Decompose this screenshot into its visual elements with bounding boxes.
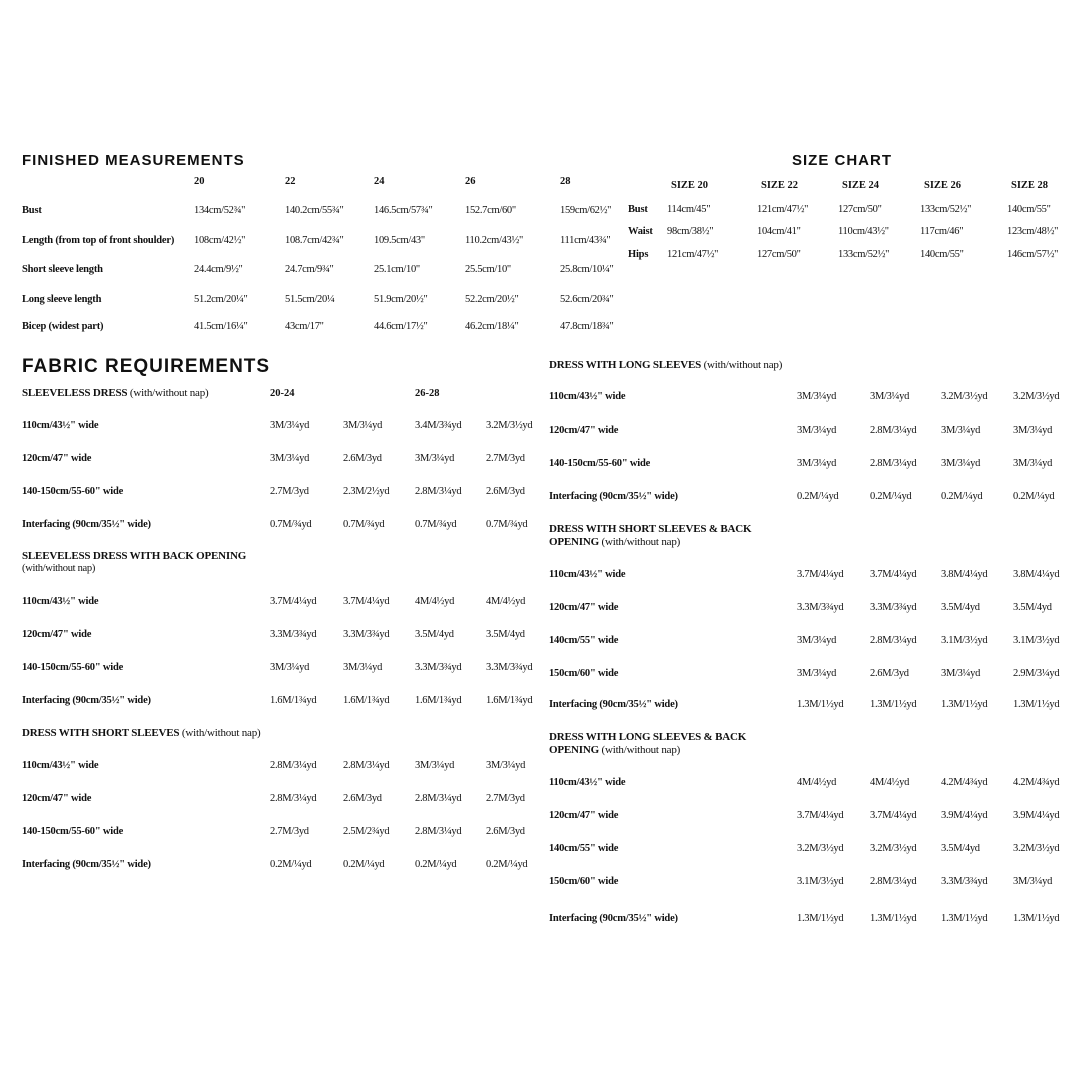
fabric-value: 3.2M/3½yd (1013, 391, 1060, 402)
fabric-value: 3.7M/4¼yd (797, 569, 844, 580)
fabric-value: 3M/3¼yd (797, 635, 837, 646)
fabric-section-name: DRESS WITH SHORT SLEEVES & BACK (549, 523, 752, 535)
finished-value: 110.2cm/43½" (465, 235, 524, 246)
size-chart-value: 110cm/43½" (838, 226, 889, 237)
fabric-value: 2.8M/3¼yd (870, 635, 917, 646)
fabric-row-label: 120cm/47" wide (549, 602, 619, 613)
fabric-row-label: Interfacing (90cm/35½" wide) (549, 913, 678, 924)
fabric-value: 0.7M/¾yd (270, 519, 312, 530)
fabric-value: 2.6M/3yd (486, 826, 525, 837)
fabric-value: 1.6M/1¾yd (343, 695, 390, 706)
finished-value: 51.2cm/20¼" (194, 294, 248, 305)
fabric-value: 4.2M/4¾yd (1013, 777, 1060, 788)
fabric-value: 3.3M/3¾yd (486, 662, 533, 673)
fabric-nap-note: (with/without nap) (601, 744, 681, 756)
fabric-row-label: 110cm/43½" wide (22, 760, 99, 771)
finished-value: 47.8cm/18¾" (560, 321, 614, 332)
finished-value: 108.7cm/42¾" (285, 235, 344, 246)
finished-size-header: 26 (465, 176, 476, 187)
fabric-value: 3M/3¼yd (343, 420, 383, 431)
fabric-section-title-line2 (549, 744, 680, 756)
fabric-value: 0.7M/¾yd (415, 519, 457, 530)
size-chart-value: 133cm/52½" (838, 249, 890, 260)
fabric-row-label: 140-150cm/55-60" wide (549, 458, 651, 469)
finished-value: 152.7cm/60" (465, 205, 516, 216)
fabric-nap-note: (with/without nap) (22, 563, 96, 574)
fabric-value: 3M/3¼yd (797, 391, 837, 402)
fabric-value: 0.2M/¼yd (415, 859, 457, 870)
finished-size-header: 24 (374, 176, 385, 187)
fabric-value: 0.2M/¼yd (941, 491, 983, 502)
finished-value: 134cm/52¾" (194, 205, 246, 216)
fabric-value: 0.2M/¼yd (1013, 491, 1055, 502)
fabric-value: 1.6M/1¾yd (270, 695, 317, 706)
fabric-requirements-title: FABRIC REQUIREMENTS (22, 356, 271, 377)
fabric-value: 3.3M/3¾yd (797, 602, 844, 613)
fabric-value: 2.9M/3¼yd (1013, 668, 1060, 679)
fabric-section-name: SLEEVELESS DRESS WITH BACK OPENING (22, 550, 247, 562)
fabric-value: 3.3M/3¾yd (870, 602, 917, 613)
fabric-value: 3.2M/3½yd (1013, 843, 1060, 854)
fabric-section-name-cont: OPENING (549, 744, 599, 756)
fabric-value: 1.3M/1½yd (797, 913, 844, 924)
fabric-value: 3.7M/4¼yd (343, 596, 390, 607)
size-chart-value: 121cm/47½" (667, 249, 719, 260)
fabric-value: 2.8M/3¼yd (270, 793, 317, 804)
fabric-value: 0.2M/¼yd (486, 859, 528, 870)
fabric-section-title (22, 727, 261, 739)
fabric-section-title-line2 (549, 536, 680, 548)
finished-row-label: Bicep (widest part) (22, 321, 104, 332)
fabric-value: 2.5M/2¾yd (343, 826, 390, 837)
fabric-value: 3M/3¼yd (486, 760, 526, 771)
size-chart-value: 123cm/48½" (1007, 226, 1059, 237)
fabric-value: 2.7M/3yd (486, 453, 525, 464)
fabric-value: 3M/3¼yd (1013, 458, 1053, 469)
fabric-value: 0.2M/¼yd (870, 491, 912, 502)
size-chart-value: 127cm/50" (757, 249, 801, 260)
finished-value: 43cm/17" (285, 321, 324, 332)
fabric-value: 3.2M/3½yd (486, 420, 533, 431)
fabric-value: 3.1M/3½yd (1013, 635, 1060, 646)
fabric-value: 4M/4½yd (486, 596, 526, 607)
fabric-value: 3.7M/4¼yd (870, 569, 917, 580)
fabric-section-name: DRESS WITH LONG SLEEVES & BACK (549, 731, 747, 743)
size-chart-value: 133cm/52½" (920, 204, 972, 215)
fabric-value: 1.3M/1½yd (797, 699, 844, 710)
finished-value: 51.5cm/20¼ (285, 294, 335, 305)
fabric-value: 2.7M/3yd (270, 486, 309, 497)
fabric-row-label: 120cm/47" wide (549, 425, 619, 436)
fabric-row-label: 140-150cm/55-60" wide (22, 662, 124, 673)
fabric-value: 3.1M/3½yd (941, 635, 988, 646)
finished-size-header: 28 (560, 176, 571, 187)
fabric-value: 3M/3¼yd (941, 668, 981, 679)
finished-value: 52.6cm/20¾" (560, 294, 614, 305)
size-chart-size-header: SIZE 28 (1011, 180, 1049, 191)
fabric-row-label: Interfacing (90cm/35½" wide) (22, 859, 151, 870)
finished-value: 108cm/42½" (194, 235, 246, 246)
fabric-value: 3M/3¼yd (941, 458, 981, 469)
fabric-section-title (549, 359, 782, 371)
fabric-row-label: 150cm/60" wide (549, 668, 619, 679)
fabric-nap-note: (with/without nap) (129, 387, 209, 399)
finished-value: 24.7cm/9¾" (285, 264, 334, 275)
fabric-value: 0.2M/¼yd (270, 859, 312, 870)
fabric-value: 1.6M/1¾yd (415, 695, 462, 706)
fabric-value: 0.7M/¾yd (343, 519, 385, 530)
size-chart-value: 121cm/47½" (757, 204, 809, 215)
size-chart-value: 127cm/50" (838, 204, 882, 215)
fabric-value: 1.3M/1½yd (870, 699, 917, 710)
size-chart-value: 104cm/41" (757, 226, 801, 237)
fabric-row-label: Interfacing (90cm/35½" wide) (22, 519, 151, 530)
finished-size-header: 20 (194, 176, 205, 187)
fabric-value: 3M/3¼yd (941, 425, 981, 436)
fabric-value: 2.3M/2½yd (343, 486, 390, 497)
fabric-value: 3M/3¼yd (1013, 876, 1053, 887)
fabric-row-label: Interfacing (90cm/35½" wide) (549, 491, 678, 502)
fabric-row-label: 140cm/55" wide (549, 635, 619, 646)
fabric-value: 3.1M/3½yd (797, 876, 844, 887)
size-chart-row-label: Waist (628, 226, 653, 237)
fabric-row-label: Interfacing (90cm/35½" wide) (22, 695, 151, 706)
fabric-value: 2.6M/3yd (343, 453, 382, 464)
fabric-value: 1.3M/1½yd (870, 913, 917, 924)
fabric-value: 0.2M/¼yd (343, 859, 385, 870)
fabric-value: 0.2M/¼yd (797, 491, 839, 502)
fabric-value: 2.8M/3¼yd (870, 458, 917, 469)
size-chart-size-header: SIZE 20 (671, 180, 709, 191)
fabric-row-label: Interfacing (90cm/35½" wide) (549, 699, 678, 710)
fabric-value: 3.2M/3½yd (797, 843, 844, 854)
finished-value: 44.6cm/17½" (374, 321, 428, 332)
fabric-row-label: 110cm/43½" wide (549, 391, 626, 402)
fabric-value: 3.5M/4yd (415, 629, 454, 640)
fabric-row-label: 120cm/47" wide (22, 453, 92, 464)
finished-size-header: 22 (285, 176, 296, 187)
fabric-row-label: 140-150cm/55-60" wide (22, 486, 124, 497)
size-chart-row-label: Bust (628, 204, 648, 215)
fabric-value: 2.8M/3¼yd (415, 826, 462, 837)
finished-row-label: Length (from top of front shoulder) (22, 235, 175, 246)
finished-value: 159cm/62½" (560, 205, 612, 216)
fabric-value: 3.5M/4yd (486, 629, 525, 640)
fabric-value: 2.6M/3yd (486, 486, 525, 497)
fabric-value: 3.7M/4¼yd (797, 810, 844, 821)
finished-value: 41.5cm/16¼" (194, 321, 248, 332)
fabric-section-name: SLEEVELESS DRESS (22, 387, 128, 399)
fabric-value: 1.3M/1½yd (941, 913, 988, 924)
fabric-value: 2.8M/3¼yd (270, 760, 317, 771)
finished-value: 140.2cm/55¾" (285, 205, 344, 216)
finished-value: 25.1cm/10" (374, 264, 420, 275)
fabric-section-name: DRESS WITH LONG SLEEVES (549, 359, 702, 371)
fabric-value: 3M/3¼yd (270, 453, 310, 464)
size-chart-size-header: SIZE 24 (842, 180, 880, 191)
fabric-value: 3M/3¼yd (415, 760, 455, 771)
finished-value: 24.4cm/9½" (194, 264, 243, 275)
finished-row-label: Long sleeve length (22, 294, 102, 305)
fabric-value: 2.8M/3¼yd (343, 760, 390, 771)
fabric-value: 3.3M/3¾yd (415, 662, 462, 673)
fabric-value: 2.7M/3yd (486, 793, 525, 804)
fabric-row-label: 140-150cm/55-60" wide (22, 826, 124, 837)
size-chart-value: 146cm/57½" (1007, 249, 1059, 260)
fabric-section-name: DRESS WITH SHORT SLEEVES (22, 727, 180, 739)
fabric-value: 3.5M/4yd (1013, 602, 1052, 613)
size-chart-value: 140cm/55" (920, 249, 964, 260)
size-chart-value: 140cm/55" (1007, 204, 1051, 215)
size-chart-size-header: SIZE 26 (924, 180, 962, 191)
finished-value: 51.9cm/20½" (374, 294, 428, 305)
fabric-value: 4M/4½yd (415, 596, 455, 607)
fabric-row-label: 120cm/47" wide (549, 810, 619, 821)
fabric-section-title (549, 523, 751, 535)
fabric-value: 4.2M/4¾yd (941, 777, 988, 788)
fabric-value: 3.7M/4¼yd (870, 810, 917, 821)
fabric-value: 4M/4½yd (797, 777, 837, 788)
fabric-value: 3M/3¼yd (797, 425, 837, 436)
fabric-row-label: 110cm/43½" wide (549, 569, 626, 580)
fabric-section-title (549, 731, 746, 743)
fabric-value: 1.3M/1½yd (941, 699, 988, 710)
fabric-value: 3.8M/4¼yd (941, 569, 988, 580)
fabric-value: 3.4M/3¾yd (415, 420, 462, 431)
fabric-value: 4M/4½yd (870, 777, 910, 788)
fabric-value: 3.2M/3½yd (870, 843, 917, 854)
size-chart-value: 114cm/45" (667, 204, 711, 215)
fabric-value: 3.5M/4yd (941, 843, 980, 854)
fabric-value: 0.7M/¾yd (486, 519, 528, 530)
finished-row-label: Bust (22, 205, 42, 216)
fabric-value: 3M/3¼yd (797, 458, 837, 469)
fabric-section-name-cont: OPENING (549, 536, 599, 548)
fabric-value: 3.9M/4¼yd (1013, 810, 1060, 821)
fabric-value: 3M/3¼yd (415, 453, 455, 464)
fabric-value: 3.3M/3¾yd (343, 629, 390, 640)
fabric-section-title (22, 387, 209, 399)
fabric-value: 1.3M/1½yd (1013, 699, 1060, 710)
fabric-value: 2.8M/3¼yd (870, 876, 917, 887)
finished-value: 111cm/43¾" (560, 235, 611, 246)
fabric-row-label: 110cm/43½" wide (549, 777, 626, 788)
finished-value: 146.5cm/57¾" (374, 205, 433, 216)
size-chart-value: 98cm/38½" (667, 226, 714, 237)
fabric-value: 3M/3¼yd (270, 662, 310, 673)
fabric-value: 3.3M/3¾yd (941, 876, 988, 887)
fabric-value: 3.7M/4¼yd (270, 596, 317, 607)
fabric-row-label: 150cm/60" wide (549, 876, 619, 887)
fabric-row-label: 120cm/47" wide (22, 629, 92, 640)
fabric-row-label: 140cm/55" wide (549, 843, 619, 854)
size-chart-title: SIZE CHART (792, 152, 892, 169)
fabric-value: 2.6M/3yd (870, 668, 909, 679)
fabric-value: 2.8M/3¼yd (870, 425, 917, 436)
fabric-value: 3.5M/4yd (941, 602, 980, 613)
fabric-value: 3M/3¼yd (1013, 425, 1053, 436)
finished-measurements-title: FINISHED MEASUREMENTS (22, 152, 245, 169)
finished-row-label: Short sleeve length (22, 264, 103, 275)
finished-value: 25.8cm/10¼" (560, 264, 614, 275)
fabric-value: 1.6M/1¾yd (486, 695, 533, 706)
fabric-value: 2.8M/3¼yd (415, 486, 462, 497)
finished-value: 25.5cm/10" (465, 264, 511, 275)
fabric-value: 3.9M/4¼yd (941, 810, 988, 821)
fabric-value: 3M/3¼yd (270, 420, 310, 431)
size-chart-value: 117cm/46" (920, 226, 964, 237)
fabric-row-label: 110cm/43½" wide (22, 596, 99, 607)
finished-value: 46.2cm/18¼" (465, 321, 519, 332)
fabric-value: 2.7M/3yd (270, 826, 309, 837)
fabric-value: 3.8M/4¼yd (1013, 569, 1060, 580)
size-chart-row-label: Hips (628, 249, 649, 260)
fabric-row-label: 110cm/43½" wide (22, 420, 99, 431)
fabric-value: 1.3M/1½yd (1013, 913, 1060, 924)
fabric-value: 3M/3¼yd (797, 668, 837, 679)
fabric-value: 3.3M/3¾yd (270, 629, 317, 640)
fabric-value: 3M/3¼yd (343, 662, 383, 673)
finished-value: 52.2cm/20½" (465, 294, 519, 305)
size-chart-size-header: SIZE 22 (761, 180, 799, 191)
fabric-value: 3M/3¼yd (870, 391, 910, 402)
fabric-group-header: 26-28 (415, 388, 440, 399)
finished-value: 109.5cm/43" (374, 235, 425, 246)
fabric-nap-note: (with/without nap) (703, 359, 783, 371)
fabric-nap-note: (with/without nap) (181, 727, 261, 739)
fabric-value: 3.2M/3½yd (941, 391, 988, 402)
fabric-value: 2.8M/3¼yd (415, 793, 462, 804)
fabric-value: 2.6M/3yd (343, 793, 382, 804)
fabric-row-label: 120cm/47" wide (22, 793, 92, 804)
fabric-nap-note: (with/without nap) (601, 536, 681, 548)
fabric-group-header: 20-24 (270, 388, 295, 399)
